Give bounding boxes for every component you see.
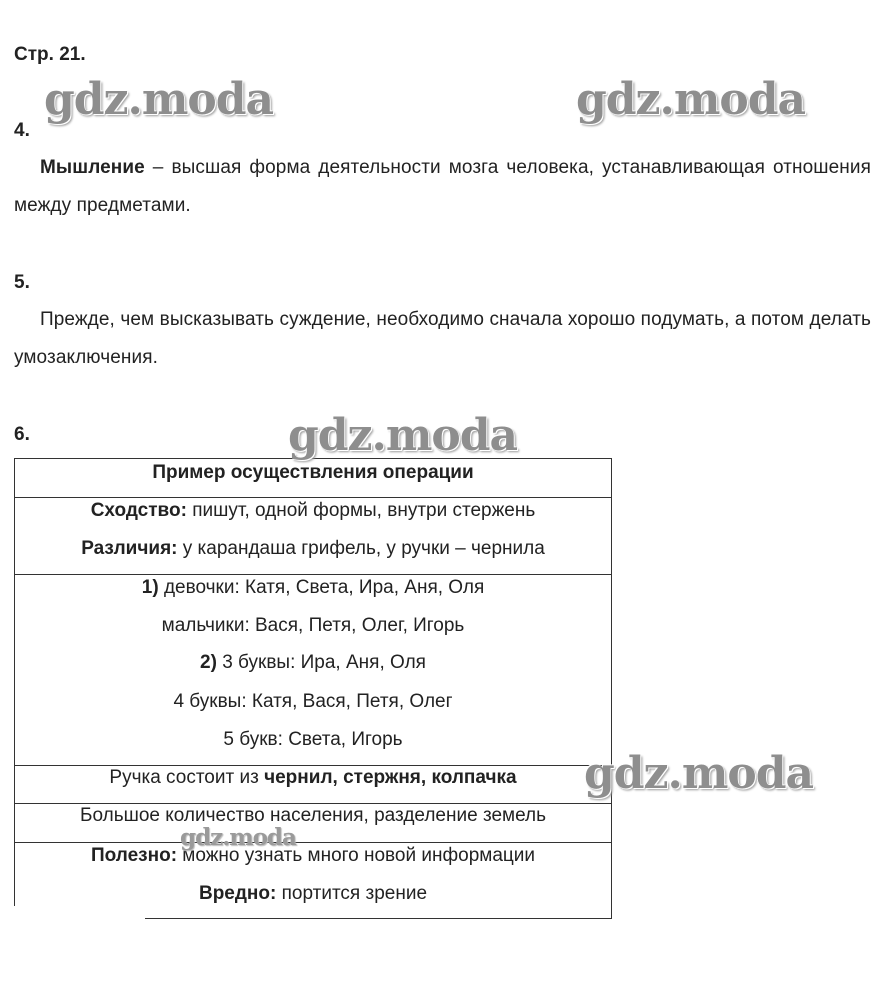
task-6-number: 6. <box>14 424 30 445</box>
watermark-middle: gdz.moda <box>288 410 518 461</box>
watermark-top-right: gdz.moda <box>576 74 806 125</box>
task-4-number: 4. <box>14 120 30 141</box>
table-row: Сходство: пишут, одной формы, внутри стержень <box>90 500 536 521</box>
table-row: 1) девочки: Катя, Света, Ира, Аня, Оля <box>141 577 485 598</box>
table-row: 5 букв: Света, Игорь <box>223 729 403 750</box>
table-row: Вредно: портится зрение <box>198 883 428 904</box>
table-row: Большое количество населения, разделение земель <box>79 805 547 826</box>
task-4-term: Мышление <box>40 157 145 178</box>
watermark-small: gdz.moda <box>180 824 296 851</box>
table-row: Различия: у карандаша грифель, у ручки – чернила <box>81 538 545 559</box>
task-4-definition: – высшая форма деятельности мозга человека, устанавливающая отношения между предметами. <box>14 157 871 216</box>
page-label: Стр. 21. <box>14 44 86 65</box>
task-5-answer: Прежде, чем высказывать суждение, необходимо сначала хорошо подумать, а потом делать умозаключения. <box>14 309 871 368</box>
table-row: 4 буквы: Катя, Вася, Петя, Олег <box>173 691 453 712</box>
task-4-answer <box>14 149 871 225</box>
task-5-number: 5. <box>14 272 30 293</box>
table-row: 2) 3 буквы: Ира, Аня, Оля <box>200 652 426 673</box>
watermark-right: gdz.moda <box>584 748 814 799</box>
table-row: Ручка состоит из чернил, стержня, колпачка <box>109 767 517 788</box>
watermark-top-left: gdz.moda <box>44 74 274 125</box>
table-row: Полезно: можно узнать много новой информации <box>91 845 535 866</box>
table-header: Пример осуществления операции <box>152 462 474 483</box>
table-border <box>145 918 612 919</box>
table-row: мальчики: Вася, Петя, Олег, Игорь <box>161 615 465 636</box>
